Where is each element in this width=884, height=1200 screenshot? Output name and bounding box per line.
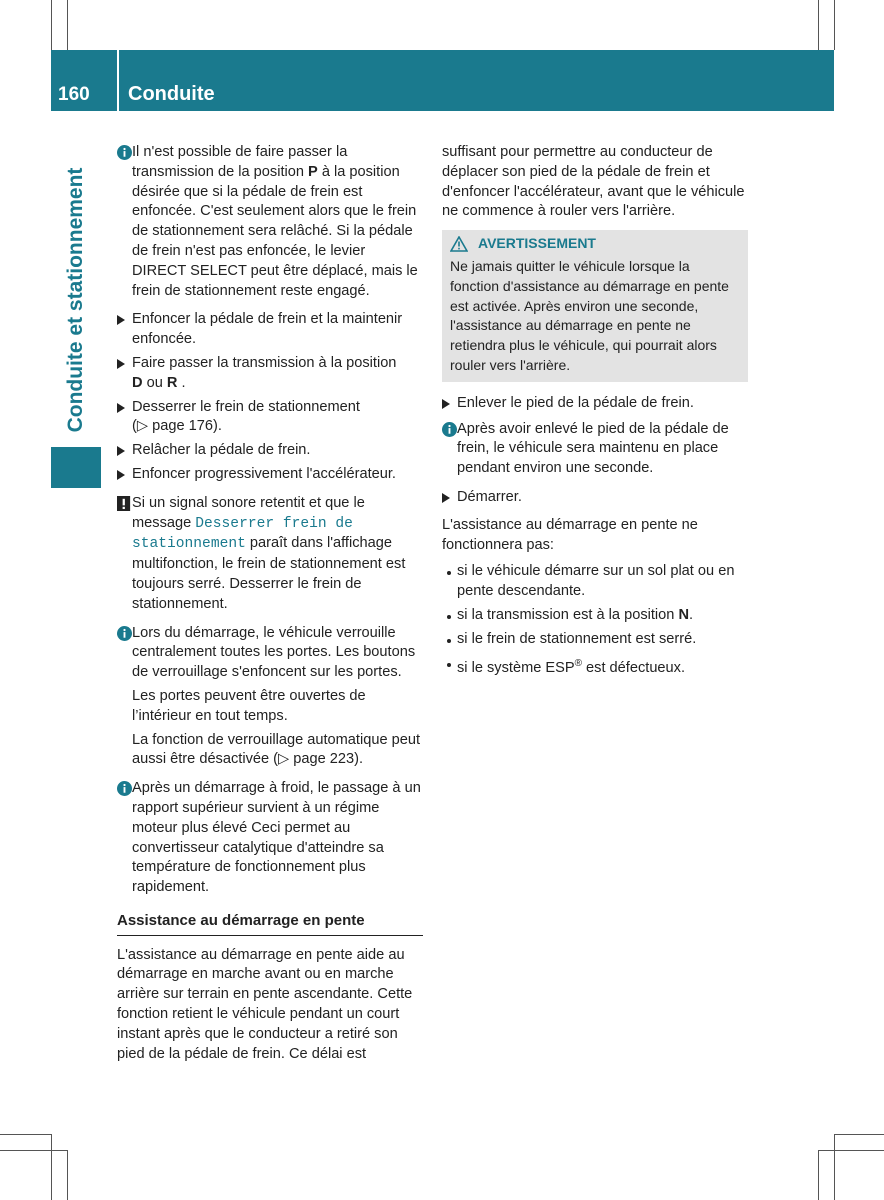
crop-mark	[0, 1134, 51, 1135]
side-tab-marker	[51, 447, 101, 488]
info-note-text: Les portes peuvent être ouvertes de l’intérieur en tout temps.	[132, 687, 366, 724]
info-note	[117, 624, 423, 771]
left-column	[117, 143, 423, 1071]
step-text: ou	[142, 374, 167, 391]
info-note	[117, 143, 423, 301]
step-arrow-icon	[117, 470, 125, 480]
caution-note	[117, 494, 423, 615]
page-number: 160	[58, 84, 90, 105]
step-text: Enlever le pied de la pédale de frein.	[457, 394, 694, 411]
warning-text: Ne jamais quitter le véhicule lorsque la fonction d'assistance au démarrage en pente est activée. Après environ une seconde, l'assistance au démarrage en pente ne retiendra plus le véhicule, qui pourrait alors rouler vers l'arrière.	[450, 257, 729, 373]
gear-position: D	[132, 374, 143, 391]
crop-mark	[834, 1134, 884, 1135]
caution-text: paraît dans l'affichage multifonction, le frein de stationnement est toujours serré. Desserrer le frein de stationnement.	[132, 535, 406, 612]
page-title: Conduite	[128, 83, 215, 105]
list-item-text: est défectueux.	[581, 659, 686, 676]
list-item	[442, 606, 748, 626]
caution-text: Si un signal sonore retentit et que le message	[132, 494, 365, 531]
caution-icon	[117, 496, 132, 511]
info-note-text: à la position désirée que si la pédale de frein est enfoncée. C'est seulement alors que le frein de stationnement sera relâché. Si la pédale de frein n'est pas enfoncée, le levier DIRECT SELECT peut être déplacé, mais le frein de stationnement reste engagé.	[132, 163, 418, 299]
bullet-dot	[447, 615, 451, 619]
list-item	[442, 562, 748, 602]
step-arrow-icon	[117, 403, 125, 413]
list-item-text: si la transmission est à la position	[457, 606, 679, 623]
crop-mark	[818, 1150, 819, 1200]
step-text: Démarrer.	[457, 488, 522, 505]
gear-position: N	[678, 606, 689, 623]
info-icon	[117, 145, 132, 160]
crop-mark	[834, 1134, 835, 1200]
step-arrow-icon	[117, 315, 125, 325]
bullet-dot	[447, 571, 451, 575]
side-tab-label: Conduite et stationnement	[64, 167, 87, 433]
step-arrow-icon	[117, 446, 125, 456]
crop-mark	[51, 1134, 52, 1200]
instruction-step	[117, 398, 423, 438]
step-arrow-icon	[442, 493, 450, 503]
page-reference: (▷ page 176).	[132, 418, 222, 435]
list-item-text: si le véhicule démarre sur un sol plat ou en pente descendante.	[457, 563, 735, 600]
list-item-text: .	[688, 606, 694, 623]
info-note-text: Il n'est possible de faire passer la transmission de la position	[132, 144, 348, 180]
instruction-step	[117, 310, 423, 350]
continued-paragraph: suffisant pour permettre au conducteur de déplacer son pied de la pédale de frein et d'enfoncer l'accélérateur, avant que le véhicule ne commence à rouler vers l'arrière.	[442, 144, 745, 220]
list-item-text: si le système ESP	[457, 659, 575, 676]
warning-header	[450, 234, 740, 254]
instruction-step	[442, 488, 748, 508]
step-arrow-icon	[117, 359, 125, 369]
warning-triangle-icon	[450, 236, 468, 252]
step-text: .	[177, 374, 186, 391]
info-note-text: Lors du démarrage, le véhicule verrouille centralement toutes les portes. Les boutons de verrouillage s'enfoncent sur les portes.	[132, 624, 416, 681]
warning-box	[442, 230, 748, 382]
info-note-text: La fonction de verrouillage automatique peut aussi être désactivée (▷ page 223).	[132, 731, 421, 768]
info-note	[442, 420, 748, 479]
header-divider	[117, 50, 119, 111]
display-message: Desserrer frein de stationnement	[132, 515, 353, 553]
right-column	[442, 143, 748, 682]
info-note	[117, 779, 423, 898]
info-icon	[442, 422, 457, 437]
info-icon	[117, 781, 132, 796]
registered-mark: ®	[574, 657, 582, 669]
crop-mark	[0, 1150, 67, 1151]
bullet-dot	[447, 663, 451, 667]
crop-mark	[818, 0, 819, 50]
gear-position: R	[166, 374, 178, 391]
step-arrow-icon	[442, 399, 450, 409]
conditions-intro: L'assistance au démarrage en pente ne fonctionnera pas:	[442, 516, 698, 553]
bullet-dot	[447, 639, 451, 643]
crop-mark	[67, 1150, 68, 1200]
step-text: Enfoncer la pédale de frein et la maintenir enfoncée.	[132, 311, 403, 348]
crop-mark	[834, 0, 835, 50]
list-item	[442, 654, 748, 679]
list-item	[442, 630, 748, 650]
crop-mark	[51, 0, 52, 50]
gear-position: P	[308, 163, 318, 180]
instruction-step	[117, 354, 423, 394]
step-text: Faire passer la transmission à la position	[132, 354, 397, 371]
instruction-step	[117, 465, 423, 485]
info-note-text: Après avoir enlevé le pied de la pédale de frein, le véhicule sera maintenu en place pendant environ une seconde.	[457, 420, 729, 477]
warning-title: AVERTISSEMENT	[478, 235, 596, 252]
info-icon	[117, 626, 132, 641]
instruction-step	[117, 441, 423, 461]
instruction-step	[442, 394, 748, 414]
crop-mark	[818, 1150, 884, 1151]
crop-mark	[67, 0, 68, 50]
step-text: Relâcher la pédale de frein.	[132, 442, 311, 459]
step-text: Enfoncer progressivement l'accélérateur.	[132, 465, 396, 482]
list-item-text: si le frein de stationnement est serré.	[457, 630, 697, 647]
section-paragraph: L'assistance au démarrage en pente aide au démarrage en marche avant ou en marche arrière sur terrain en pente ascendante. Cette fonction retient le véhicule pendant un court instant après que le conducteur a retiré son pied de la pédale de frein. Ce délai est	[117, 946, 413, 1062]
step-text: Desserrer le frein de stationnement	[132, 398, 360, 415]
section-heading: Assistance au démarrage en pente	[117, 911, 423, 936]
info-note-text: Après un démarrage à froid, le passage à un rapport supérieur survient à un régime moteur plus élevé Ceci permet au convertisseur catalytique d'atteindre sa température de fonctionnement plus rapidement.	[132, 780, 421, 896]
